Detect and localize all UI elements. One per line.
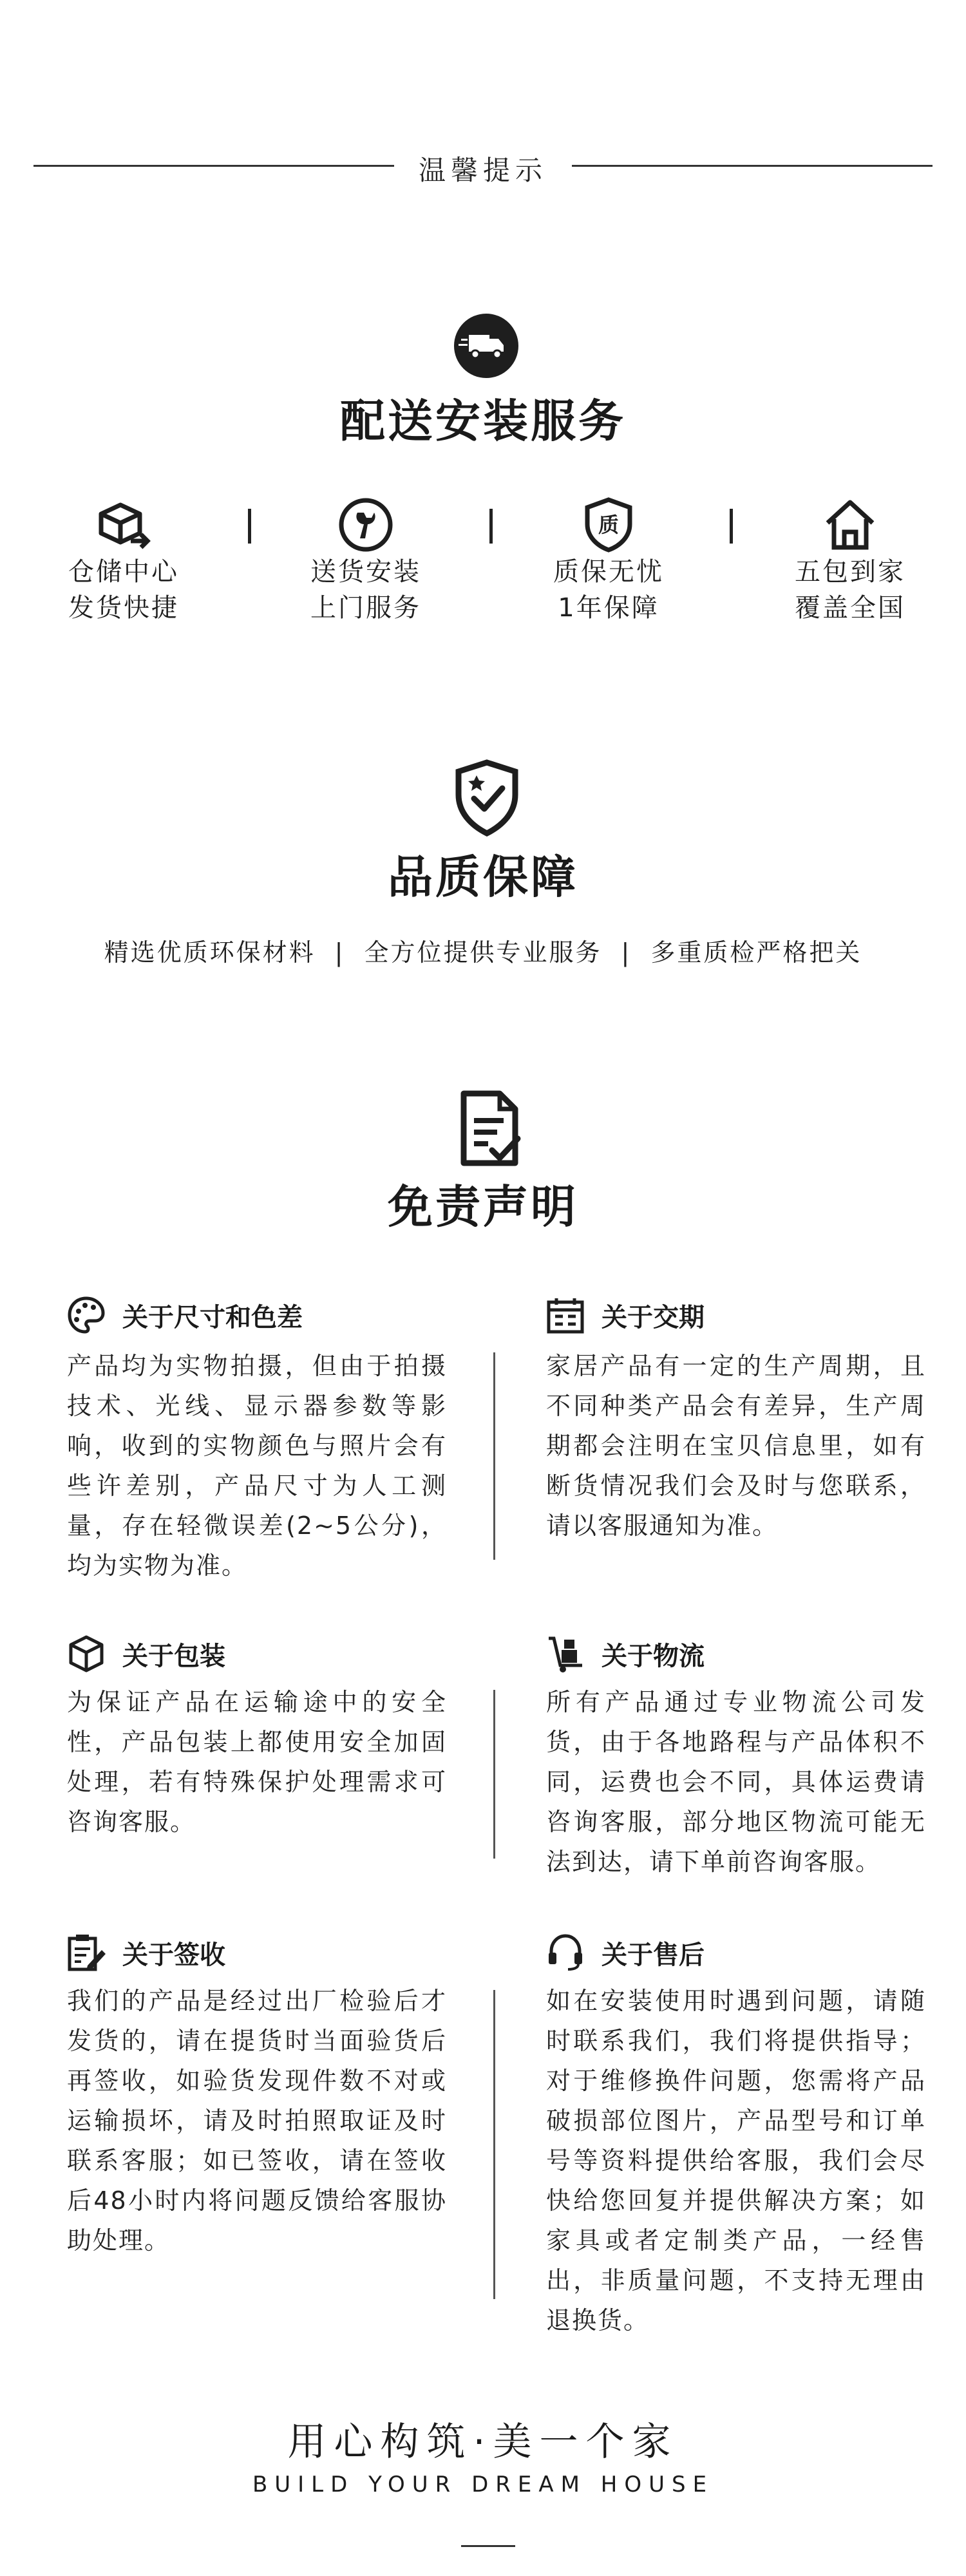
disclaimer-divider xyxy=(493,1690,495,1859)
quality-point: 精选优质环保材料 xyxy=(104,938,316,967)
disclaimer-text-logistics: 所有产品通过专业物流公司发货，由于各地路程与产品体积不同，运费也会不同，具体运费请咨询客服，部分地区物流可能无法到达，请下单前咨询客服。 xyxy=(546,1688,926,1876)
feature-separator xyxy=(730,509,733,544)
disclaimer-text-receipt: 我们的产品是经过出厂检验后才发货的，请在提货时当面验货后再签收，如验货发现件数不对或运输损坏，请及时拍照取证及时联系客服；如已签收，请在签收后48小时内将问题反馈给客服协助处理。 xyxy=(67,1987,447,2255)
svg-text:质: 质 xyxy=(598,513,620,537)
hand-truck-icon xyxy=(545,1633,586,1674)
feature-warehouse: 仓储中心 发货快捷 xyxy=(27,496,220,626)
disclaimer-divider xyxy=(493,1990,495,2299)
disclaimer-heading-packaging: 关于包装 xyxy=(66,1633,225,1674)
disclaimer-text-after-sales: 如在安装使用时遇到问题，请随时联系我们，我们将提供指导；对于维修换件问题，您需将产品破损部位图片，产品型号和订单号等资料提供给客服，我们会尽快给您回复并提供解决方案；如家具或者定制类产品，一经售出，非质量问题，不支持无理由退换货。 xyxy=(546,1987,926,2334)
calendar-icon xyxy=(545,1294,586,1336)
disclaimer-heading-after-sales: 关于售后 xyxy=(545,1932,705,1973)
package-icon xyxy=(66,1633,107,1674)
disclaimer-text-packaging: 为保证产品在运输途中的安全性，产品包装上都使用安全加固处理，若有特殊保护处理需求可咨询客服。 xyxy=(67,1688,447,1836)
house-icon xyxy=(821,496,879,554)
feature-warranty: 质 质保无忧 1年保障 xyxy=(512,496,705,626)
quality-shield-icon xyxy=(580,496,638,554)
shield-check-icon xyxy=(453,759,520,837)
feature-separator xyxy=(248,509,251,544)
delivery-title: 配送安装服务 xyxy=(340,395,626,448)
quality-title: 品质保障 xyxy=(388,851,578,904)
disclaimer-heading-size: 关于尺寸和色差 xyxy=(66,1294,303,1336)
disclaimer-heading-logistics: 关于物流 xyxy=(545,1633,705,1674)
palette-icon xyxy=(66,1294,107,1336)
disclaimer-heading-delivery-time: 关于交期 xyxy=(545,1294,705,1336)
sign-document-icon xyxy=(66,1932,107,1973)
feature-separator xyxy=(489,509,493,544)
footer-slogan-cn: 用心构筑·美一个家 xyxy=(287,2420,679,2465)
quality-point: 全方位提供专业服务 xyxy=(364,938,602,967)
footer-underline xyxy=(461,2545,515,2547)
quality-separator: | xyxy=(621,938,632,967)
feature-home: 五包到家 覆盖全国 xyxy=(753,496,947,626)
quality-separator: | xyxy=(334,938,345,967)
headset-icon xyxy=(545,1932,586,1973)
document-check-icon xyxy=(459,1088,523,1168)
disclaimer-text-delivery-time: 家居产品有一定的生产周期，且不同种类产品会有差异，生产周期都会注明在宝贝信息里，如有断货情况我们会及时与您联系，请以客服通知为准。 xyxy=(546,1352,926,1540)
disclaimer-text-size: 产品均为实物拍摄，但由于拍摄技术、光线、显示器参数等影响，收到的实物颜色与照片会有些许差别，产品尺寸为人工测量，存在轻微误差(2~5公分)，均为实物为准。 xyxy=(67,1352,447,1580)
footer-slogan-en: BUILD YOUR DREAM HOUSE xyxy=(252,2472,714,2497)
disclaimer-heading-receipt: 关于签收 xyxy=(66,1932,225,1973)
disclaimer-divider xyxy=(493,1352,495,1560)
header-title: 温馨提示 xyxy=(418,155,547,186)
disclaimer-title: 免责声明 xyxy=(388,1180,578,1233)
quality-points xyxy=(0,933,966,968)
feature-install: 送货安装 上门服务 xyxy=(269,496,462,626)
delivery-truck-icon xyxy=(451,310,522,381)
warehouse-box-icon xyxy=(95,496,153,554)
wrench-icon xyxy=(337,496,395,554)
quality-point: 多重质检严格把关 xyxy=(650,938,862,967)
